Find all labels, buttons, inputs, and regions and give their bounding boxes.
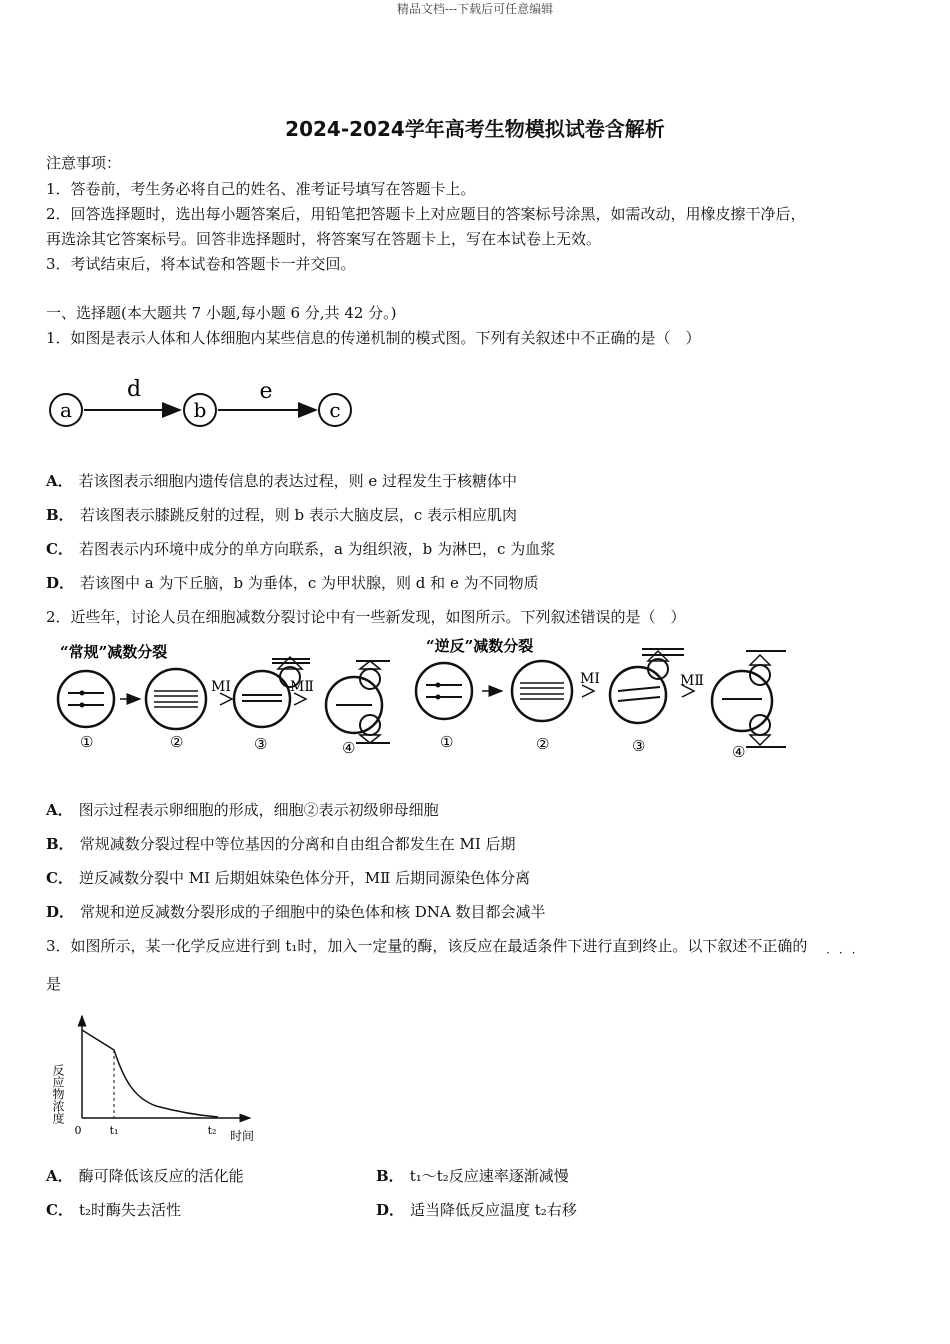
arrow-e-label: e [259, 379, 273, 404]
q2-option-d[interactable]: D． 常规和逆反减数分裂形成的子细胞中的染色体和核 DNA 数目都会减半 [46, 903, 546, 921]
origin-label: 0 [74, 1124, 82, 1137]
y-axis-label: 反应物浓度 [51, 1064, 65, 1124]
notice-item: 2．回答选择题时，选出每小题答案后，用铅笔把答题卡上对应题目的答案标号涂黑，如需改动，用橡皮擦干净后， [46, 205, 806, 223]
reverse-cell-label-2: ② [536, 735, 550, 753]
normal-meiosis-cells [58, 657, 390, 743]
q3-stem-line2: 是 [46, 975, 62, 993]
q1-stem: 1．如图是表示人体和人体细胞内某些信息的传递机制的模式图。下列有关叙述中不正确的是（ ） [46, 329, 701, 347]
q2-stem: 2．近些年，讨论人员在细胞减数分裂讨论中有一些新发现，如图所示。下列叙述错误的是（ ） [46, 608, 686, 626]
q3-stem-line1: 3．如图所示，某一化学反应进行到 t₁时，加入一定量的酶，该反应在最适条件下进行直到终止。以下叙述不正确的 [46, 937, 808, 955]
t2-label: t₂ [207, 1124, 217, 1137]
normal-cell-label-4: ④ [342, 739, 356, 757]
q2-option-b[interactable]: B． 常规减数分裂过程中等位基因的分离和自由组合都发生在 MⅠ 后期 [46, 835, 516, 853]
node-c-label: c [329, 398, 341, 422]
reverse-cell-label-3: ③ [632, 737, 646, 755]
page-title: 2024-2024学年高考生物模拟试卷含解析 [285, 117, 665, 141]
concentration-curve [82, 1030, 218, 1117]
reverse-cell-label-4: ④ [732, 743, 746, 761]
q3-option-d[interactable]: D． 适当降低反应温度 t₂右移 [376, 1201, 577, 1219]
normal-m2-label: MⅡ [290, 679, 314, 695]
q1-option-a[interactable]: A． 若该图表示细胞内遗传信息的表达过程，则 e 过程发生于核糖体中 [46, 472, 518, 490]
normal-cell-label-1: ① [80, 733, 94, 751]
q1-flow-diagram [46, 370, 366, 440]
arrow-d-label: d [126, 377, 142, 402]
reverse-m1-label: MⅠ [580, 671, 600, 687]
section-heading: 一、选择题(本大题共 7 小题,每小题 6 分,共 42 分。) [46, 304, 397, 322]
normal-m1-label: MⅠ [211, 679, 231, 695]
header-note: 精品文档---下载后可任意编辑 [396, 2, 554, 16]
reverse-meiosis-cells [416, 649, 786, 747]
reverse-meiosis-title: “逆反”减数分裂 [426, 637, 534, 655]
reverse-m2-label: MⅡ [680, 673, 704, 689]
q3-option-c[interactable]: C． t₂时酶失去活性 [46, 1201, 181, 1219]
q2-option-c[interactable]: C． 逆反减数分裂中 MⅠ 后期姐妹染色体分开，MⅡ 后期同源染色体分离 [46, 869, 531, 887]
emphasis-dots: ··· [826, 946, 865, 960]
q3-option-b[interactable]: B． t₁～t₂反应速率逐渐减慢 [376, 1167, 569, 1185]
q1-option-d[interactable]: D． 若该图中 a 为下丘脑，b 为垂体，c 为甲状腺，则 d 和 e 为不同物质 [46, 574, 539, 592]
notice-item: 1．答卷前，考生务必将自己的姓名、准考证号填写在答题卡上。 [46, 180, 476, 198]
normal-cell-label-3: ③ [254, 735, 268, 753]
q1-option-b[interactable]: B． 若该图表示膝跳反射的过程，则 b 表示大脑皮层，c 表示相应肌肉 [46, 506, 517, 524]
q3-reaction-chart [46, 1010, 276, 1150]
q3-option-a[interactable]: A． 酶可降低该反应的活化能 [46, 1167, 244, 1185]
t1-label: t₁ [109, 1124, 119, 1137]
node-a-label: a [60, 398, 72, 422]
reverse-cell-label-1: ① [440, 733, 454, 751]
x-axis-label: 时间 [230, 1129, 255, 1143]
node-b-label: b [193, 398, 207, 422]
q2-meiosis-diagram [46, 635, 806, 765]
notice-item: 再选涂其它答案标号。回答非选择题时，将答案写在答题卡上，写在本试卷上无效。 [46, 230, 602, 248]
q1-option-c[interactable]: C． 若图表示内环境中成分的单方向联系，a 为组织液，b 为淋巴，c 为血浆 [46, 540, 556, 558]
normal-meiosis-title: “常规”减数分裂 [60, 643, 168, 661]
q2-option-a[interactable]: A． 图示过程表示卵细胞的形成，细胞②表示初级卵母细胞 [46, 801, 439, 819]
notice-heading: 注意事项： [46, 154, 122, 172]
normal-cell-label-2: ② [170, 733, 184, 751]
notice-item: 3．考试结束后，将本试卷和答题卡一并交回。 [46, 255, 356, 273]
